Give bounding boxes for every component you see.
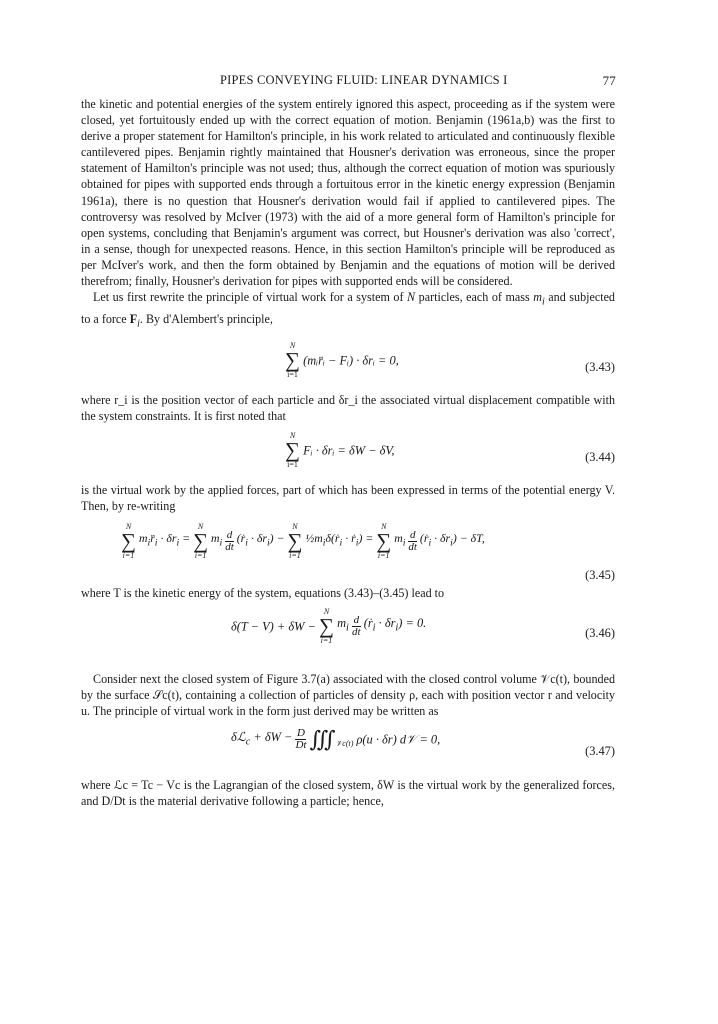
summation-symbol: N ∑ i=1 (285, 341, 300, 380)
equation-number: (3.47) (585, 743, 615, 758)
paragraph-4: is the virtual work by the applied forces, part of which has been expressed in terms of the potential energy V. Then, by re-writing (81, 483, 615, 514)
equation-number: (3.44) (585, 450, 615, 465)
paragraph-7: where ℒc = Tc − Vc is the Lagrangian of the closed system, δW is the virtual work by the generalized forces, and D/Dt is the material derivative following a particle; hence, (81, 777, 615, 808)
paragraph-5: where T is the kinetic energy of the system, equations (3.43)–(3.45) lead to (81, 585, 445, 600)
page-number: 77 (602, 73, 616, 88)
page-body (81, 96, 615, 809)
paragraph-2: Let us first rewrite the principle of virtual work for a system of N particles, each of mass $m_i$ and subjected to a force $F_i$. By d'Alembert's principle, (81, 290, 615, 330)
equation-3-43 (81, 338, 615, 390)
equation-body: (mᵢr̈ᵢ − Fᵢ) · δrᵢ = 0, (303, 353, 399, 368)
equation-3-47: δℒ$_c$ + δW − $\frac{D}{Dt}$ $∭_{𝒱c(t)}$ ρ(u · δr) d𝒱 = 0, (3.47) (231, 726, 615, 758)
equation-body: Fᵢ · δrᵢ = δW − δV, (303, 443, 395, 458)
equation-number: (3.43) (585, 360, 615, 375)
equation-3-46: δ(T − V) + δW − N ∑ i=1 $m_i$ $\frac{d}{dt}$ (ṙ$_i$ · $\delta r_i) = 0$. (3.46) (231, 606, 615, 645)
equation-number: (3.45) (585, 567, 615, 582)
equation-3-45: N ∑ i=1 $m_ir̈_i \cdot \delta r_i$ = N ∑ i=1 $m_i$ $\frac{d}{dt}$ (ṙ$_i$ · $\delta r_i$) − N ∑ i=1 $\frac{1}{2}m_i\delta(ṙ_i$ · ṙ$_i$) = N ∑ i=1 $m_i$ $\frac{d}{dt}$ (ṙ$_i$ · $\delta r_i) - \delta T$, (3.45) (121, 521, 615, 582)
equation-number: (3.46) (585, 625, 615, 640)
running-title: PIPES CONVEYING FLUID: LINEAR DYNAMICS I (220, 73, 508, 87)
equation-3-44 (81, 428, 615, 480)
paragraph-3: where r_i is the position vector of each particle and δr_i the associated virtual displacement compatible with the system constraints. It is first noted that (81, 393, 615, 424)
paragraph-6: Consider next the closed system of Figure 3.7(a) associated with the closed control volume 𝒱c(t), bounded by the surface 𝒮c(t), containing a collection of particles of density ρ, each with position vector r and velocity u. The principle of virtual work in the form just derived may be written as (81, 671, 615, 718)
summation-symbol: N ∑ i=1 (285, 431, 300, 470)
paragraph-1: the kinetic and potential energies of the system entirely ignored this aspect, proceeding as if the system were closed, yet fortuitously ended up with the correct equation of motion. Benjamin (1961a,b) was the first to derive a proper statement for Hamilton's principle, in his work related to articulated and continuously flexible cantilevered pipes. Benjamin rightly maintained that Housner's derivation was erroneous, since the proper statement of Hamilton's principle was not used; thus, although the correct equation of motion was spuriously obtained for pipes with supported ends through a fortuitous error in the kinetic energy expression (Benjamin 1961a), there is no question that Housner's derivation would fail if applied to cantilevered pipes. The controversy was resolved by McIver (1973) with the aid of a more general form of Hamilton's principle for open systems, concluding that Benjamin's argument was correct, but Housner's derivation was also 'correct', in a sense, though for unexpected reasons. Hence, in this section Hamilton's principle will be reproduced as per McIver's work, and then the form obtained by Benjamin and the equations of motion will be derived therefrom; finally, Housner's derivation for pipes with supported ends will be considered. (81, 97, 615, 289)
